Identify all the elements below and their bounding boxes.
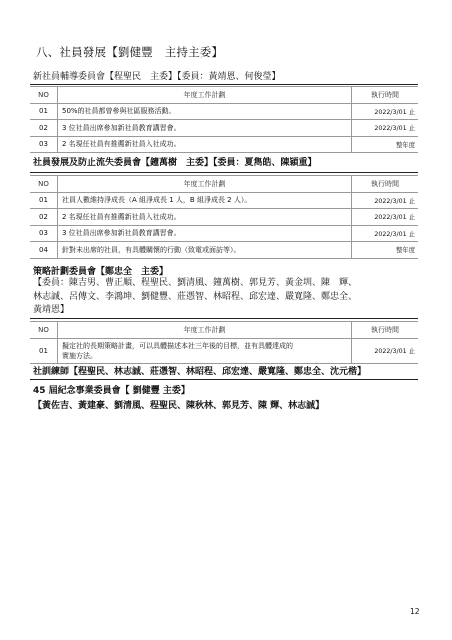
members-line: 【委員：陳吉男、曹正順、程聖民、劉清風、鐘萬樹、郭見芳、黃金圳、陳 輝、 (33, 278, 358, 288)
row-time: 整年度 (352, 136, 419, 153)
table-header-row (30, 176, 418, 193)
row-time: 整年度 (352, 242, 419, 259)
row-number: 02 (30, 209, 58, 226)
row-time: 2022/3/01 止 (352, 120, 419, 137)
row-plan: 針對未出席的社員，有具體關懷的行動（致電或面訪等）。 (58, 242, 352, 259)
committee-members: 【黃佐吉、黃建豪、劉清風、程聖民、陳秋林、郭見芳、陳 輝、林志誠】 (33, 401, 325, 411)
divider (30, 318, 418, 319)
row-plan: 3 位社員出席參加新社員教育講習會。 (58, 225, 352, 242)
column-header: 年度工作計劃 (58, 87, 352, 104)
row-number: 04 (30, 242, 58, 259)
row-number: 02 (30, 120, 58, 137)
trainers-line: 社訓練師【程聖民、林志誠、莊憑智、林昭程、邱宏達、嚴寬隆、鄭忠全、沈元楷】 (33, 367, 367, 377)
plan-table (30, 86, 418, 153)
row-time: 2022/3/01 止 (352, 103, 419, 120)
table-row (30, 242, 418, 259)
row-time: 2022/3/01 止 (352, 225, 419, 242)
row-plan: 2 名現任社員有推薦新社員入社成功。 (58, 136, 352, 153)
column-header: 年度工作計劃 (58, 322, 352, 339)
row-plan: 2 名現任社員有推薦新社員入社成功。 (58, 209, 352, 226)
table-header-row (30, 322, 418, 339)
table-row (30, 120, 418, 137)
committee-title: 新社員輔導委員會【程聖民 主委】【委員：黃靖恩、何俊瑩】 (33, 72, 281, 82)
row-plan: 50%的社員都曾參與社區服務活動。 (58, 103, 352, 120)
row-number: 01 (30, 192, 58, 209)
table-row (30, 103, 418, 120)
row-plan (58, 338, 352, 363)
plan-table (30, 321, 418, 364)
committee-title: 策略計劃委員會【鄭忠全 主委】 (33, 267, 169, 277)
column-header: 執行時間 (352, 87, 419, 104)
column-header: NO (30, 322, 58, 339)
members-line: 林志誠、呂傳文、李鴻坤、劉健豐、莊憑智、林昭程、邱宏達、嚴寬隆、鄭忠全、 (33, 291, 358, 302)
table-row (30, 225, 418, 242)
column-header: 執行時間 (352, 176, 419, 193)
committee-title: 45 屆紀念事業委員會【 劉健豐 主委】 (33, 386, 190, 396)
row-time: 2022/3/01 止 (352, 338, 419, 363)
table-row (30, 136, 418, 153)
section-heading: 八、社員發展【劉健豐 主持主委】 (36, 45, 224, 59)
page-number: 12 (410, 607, 420, 616)
column-header: NO (30, 87, 58, 104)
divider (30, 84, 418, 85)
row-plan: 社員人數維持淨成長（A 組淨成長 1 人，B 組淨成長 2 人）。 (58, 192, 352, 209)
members-line: 黃靖恩】 (33, 305, 70, 316)
row-time: 2022/3/01 止 (352, 192, 419, 209)
table-row (30, 192, 418, 209)
row-number: 01 (30, 338, 58, 363)
row-number: 01 (30, 103, 58, 120)
plan-table (30, 175, 418, 259)
table-row (30, 209, 418, 226)
divider (30, 379, 418, 380)
committee-title: 社員發展及防止流失委員會【鐘萬樹 主委】【委員：夏雋皓、陳穎重】 (33, 158, 317, 168)
table-header-row (30, 87, 418, 104)
column-header: 執行時間 (352, 322, 419, 339)
plan-line: 擬定社的長期策略計畫，可以具體描述本社三年後的目標，並有具體達成的 (62, 341, 293, 350)
row-time: 2022/3/01 止 (352, 209, 419, 226)
plan-line: 實施方法。 (62, 351, 97, 360)
row-number: 03 (30, 225, 58, 242)
row-number: 03 (30, 136, 58, 153)
divider (30, 172, 418, 173)
row-plan: 3 位社員出席參加新社員教育講習會。 (58, 120, 352, 137)
column-header: 年度工作計劃 (58, 176, 352, 193)
committee-members (33, 277, 421, 318)
column-header: NO (30, 176, 58, 193)
table-row (30, 338, 418, 363)
